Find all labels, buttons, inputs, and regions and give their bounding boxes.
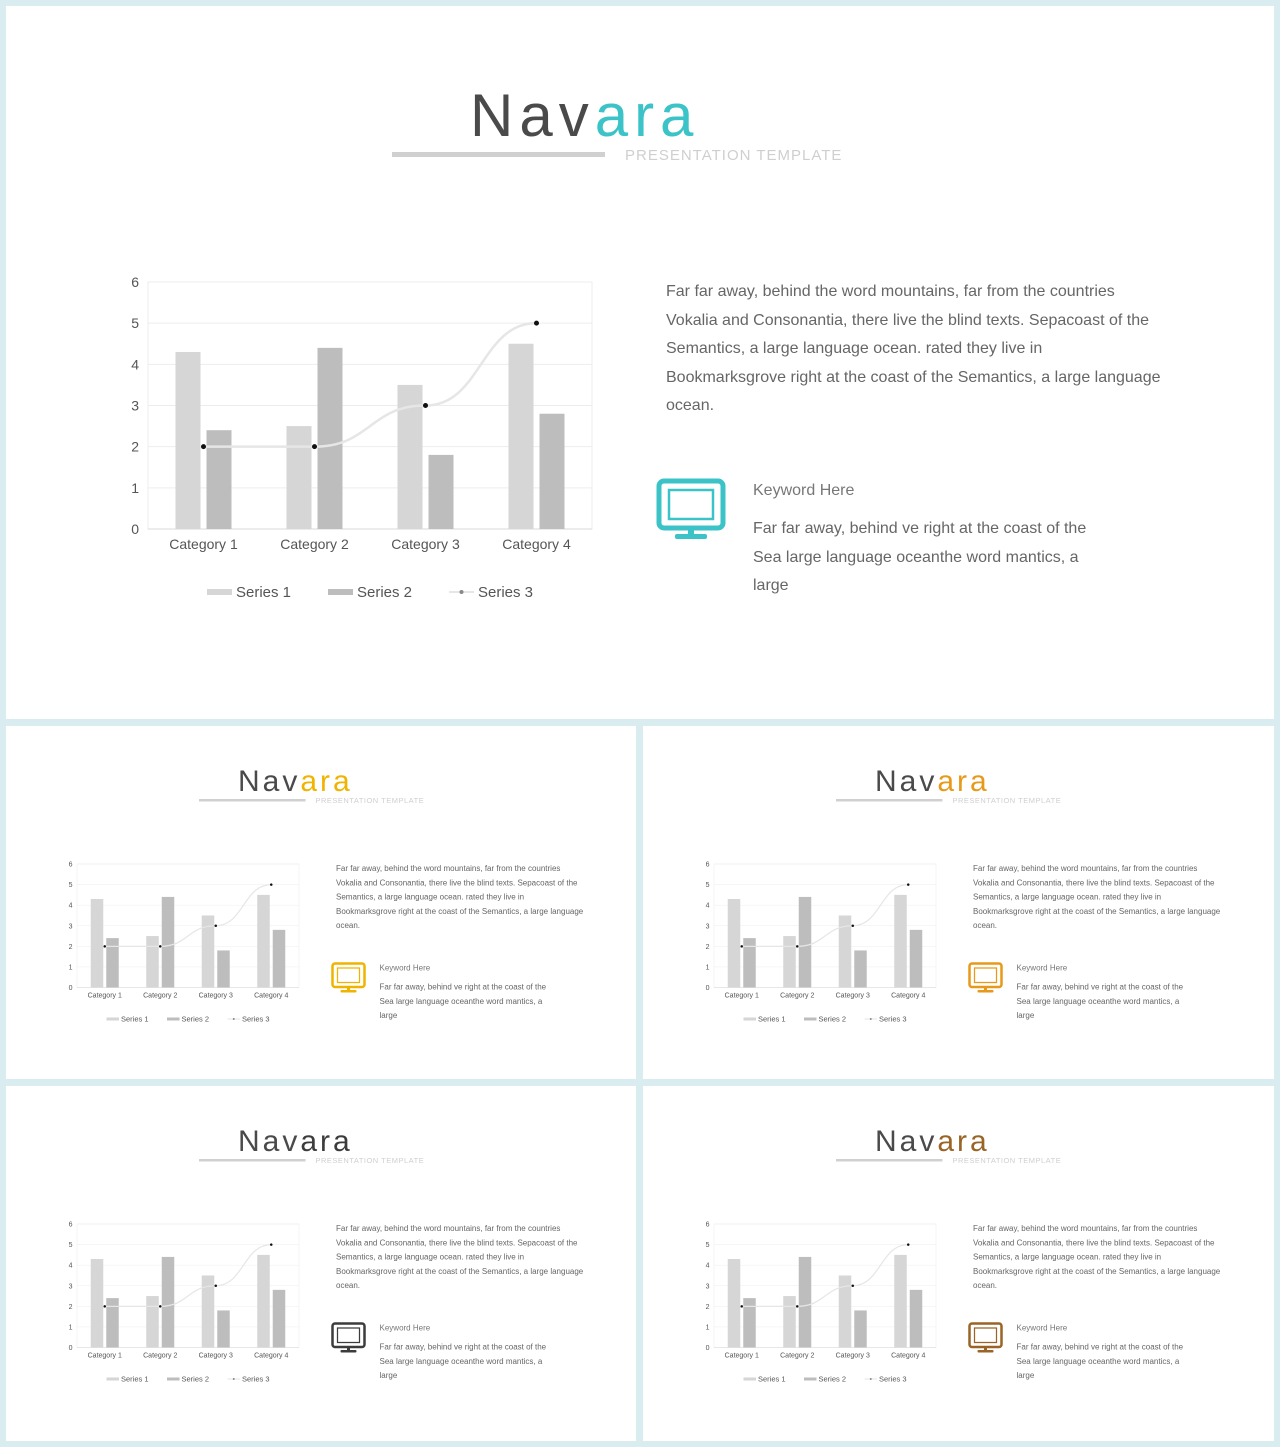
keyword-text: Far far away, behind ve right at the coast of the Sea large language oceanthe word mantics, a large <box>753 520 1087 594</box>
legend-swatch <box>804 1018 817 1021</box>
legend-label: Series 2 <box>818 1014 847 1024</box>
legend-label: Series 3 <box>242 1374 270 1384</box>
y-tick-label: 6 <box>68 1221 73 1229</box>
keyword-title: Keyword Here <box>1016 964 1068 973</box>
line-series-3 <box>742 885 909 947</box>
y-tick-label: 5 <box>131 315 139 332</box>
legend-marker <box>460 590 464 594</box>
bar-series-2 <box>162 1257 175 1348</box>
bar-series-1 <box>257 1255 270 1348</box>
keyword-text: Far far away, behind ve right at the coast of the Sea large language oceanthe word mantics, a large <box>1016 1343 1184 1380</box>
point-series-3 <box>215 1285 218 1288</box>
bar-series-1 <box>728 899 741 988</box>
bar-series-2 <box>217 950 230 987</box>
bar-series-2 <box>217 1310 230 1347</box>
legend-label: Series 3 <box>879 1014 907 1024</box>
body-paragraph: Far far away, behind the word mountains, far from the countries Vokalia and Consonantia, there live the blind texts. Sepacoast of the Semantics, a large language ocean. rated they live in Bookmarksgrove right at the coast of the Semantics, a large language ocean. <box>336 864 584 930</box>
legend-label: Series 1 <box>121 1374 149 1384</box>
point-series-3 <box>852 1285 855 1288</box>
line-series-3 <box>204 323 537 447</box>
point-series-3 <box>907 883 910 886</box>
title-part-dark: Nav <box>470 82 595 149</box>
bar-series-1 <box>783 936 796 987</box>
x-tick-label: Category 4 <box>502 536 571 552</box>
monitor-icon <box>331 962 366 994</box>
legend-marker <box>233 1018 235 1020</box>
bar-series-2 <box>207 430 232 529</box>
y-tick-label: 5 <box>68 1242 73 1250</box>
legend-swatch <box>207 589 232 595</box>
legend-swatch <box>107 1378 120 1381</box>
title-part-accent: ara <box>300 1124 353 1158</box>
point-series-3 <box>270 883 273 886</box>
legend-label: Series 3 <box>242 1014 270 1024</box>
bar-series-2 <box>854 1310 867 1347</box>
x-tick-label: Category 1 <box>87 992 122 1000</box>
bar-series-2 <box>799 897 812 988</box>
y-tick-label: 5 <box>705 882 710 890</box>
title-part-dark: Nav <box>238 764 301 798</box>
line-series-3 <box>742 1245 909 1307</box>
bar-series-2 <box>273 930 286 988</box>
slide-thumbnail-orange[interactable] <box>643 726 1274 1079</box>
bar-series-1 <box>146 1296 159 1347</box>
y-tick-label: 3 <box>705 1283 710 1291</box>
chart <box>6 6 626 646</box>
bar-series-2 <box>799 1257 812 1348</box>
bar-series-2 <box>162 897 175 988</box>
bar-series-2 <box>540 414 565 529</box>
slide-subtitle: PRESENTATION TEMPLATE <box>952 1156 1062 1165</box>
x-tick-label: Category 3 <box>835 1352 870 1360</box>
y-tick-label: 5 <box>705 1242 710 1250</box>
bar-series-1 <box>894 1255 907 1348</box>
y-tick-label: 1 <box>68 1324 73 1332</box>
y-tick-label: 3 <box>705 923 710 931</box>
x-tick-label: Category 2 <box>143 1352 178 1360</box>
monitor-icon <box>656 478 726 542</box>
legend-marker <box>870 1018 872 1020</box>
y-tick-label: 3 <box>131 397 139 414</box>
y-tick-label: 4 <box>131 356 139 373</box>
legend-label: Series 3 <box>879 1374 907 1384</box>
y-tick-label: 2 <box>705 943 710 951</box>
bar-series-2 <box>429 455 454 529</box>
point-series-3 <box>741 945 744 948</box>
x-tick-label: Category 2 <box>780 1352 815 1360</box>
monitor-icon <box>968 1322 1003 1354</box>
keyword-text: Far far away, behind ve right at the coast of the Sea large language oceanthe word mantics, a large <box>379 983 547 1020</box>
title-part-accent: ara <box>300 764 353 798</box>
point-series-3 <box>159 1305 162 1308</box>
legend-label: Series 1 <box>236 584 292 601</box>
legend-label: Series 2 <box>818 1374 847 1384</box>
bar-series-2 <box>318 348 343 529</box>
x-tick-label: Category 1 <box>724 1352 759 1360</box>
monitor-icon <box>968 962 1003 994</box>
legend-label: Series 2 <box>181 1014 210 1024</box>
y-tick-label: 6 <box>705 861 710 869</box>
keyword-title: Keyword Here <box>753 482 855 499</box>
slide-subtitle: PRESENTATION TEMPLATE <box>952 796 1062 805</box>
y-tick-label: 1 <box>68 964 73 972</box>
slide-main[interactable] <box>6 6 1274 719</box>
legend-marker <box>233 1378 235 1380</box>
point-series-3 <box>104 945 107 948</box>
y-tick-label: 4 <box>705 902 710 910</box>
x-tick-label: Category 2 <box>780 992 815 1000</box>
line-series-3 <box>105 885 272 947</box>
point-series-3 <box>159 945 162 948</box>
keyword-text: Far far away, behind ve right at the coast of the Sea large language oceanthe word mantics, a large <box>1016 983 1184 1020</box>
monitor-icon <box>331 1322 366 1354</box>
bar-series-1 <box>894 895 907 988</box>
legend-swatch <box>744 1018 757 1021</box>
x-tick-label: Category 4 <box>891 1352 926 1360</box>
body-paragraph: Far far away, behind the word mountains, far from the countries Vokalia and Consonantia, there live the blind texts. Sepacoast of the Semantics, a large language ocean. rated they live in Bookmarksgrove right at the coast of the Semantics, a large language ocean. <box>973 864 1221 930</box>
legend-label: Series 1 <box>758 1374 786 1384</box>
point-series-3 <box>215 925 218 928</box>
chart <box>643 1086 953 1406</box>
slide-thumbnail-dark[interactable] <box>6 1086 636 1441</box>
legend-label: Series 2 <box>181 1374 210 1384</box>
x-tick-label: Category 3 <box>835 992 870 1000</box>
x-tick-label: Category 3 <box>391 536 460 552</box>
point-series-3 <box>741 1305 744 1308</box>
slide-subtitle: PRESENTATION TEMPLATE <box>315 796 425 805</box>
legend-label: Series 1 <box>121 1014 149 1024</box>
y-tick-label: 1 <box>131 479 139 496</box>
y-tick-label: 0 <box>131 521 139 537</box>
point-series-3 <box>201 444 206 449</box>
legend-marker <box>870 1378 872 1380</box>
y-tick-label: 4 <box>68 902 73 910</box>
legend-label: Series 2 <box>357 584 413 601</box>
y-tick-label: 0 <box>705 1345 710 1352</box>
keyword-text: Far far away, behind ve right at the coast of the Sea large language oceanthe word mantics, a large <box>379 1343 547 1380</box>
bar-series-1 <box>509 344 534 529</box>
title-part-accent: ara <box>937 1124 990 1158</box>
x-tick-label: Category 3 <box>198 1352 233 1360</box>
y-tick-label: 1 <box>705 964 710 972</box>
point-series-3 <box>104 1305 107 1308</box>
bar-series-2 <box>743 1298 756 1347</box>
bar-series-1 <box>176 352 201 529</box>
title-part-accent: ara <box>937 764 990 798</box>
slide-thumbnail-yellow[interactable] <box>6 726 636 1079</box>
keyword-title: Keyword Here <box>1016 1324 1068 1333</box>
legend-swatch <box>167 1378 180 1381</box>
x-tick-label: Category 2 <box>280 536 349 552</box>
title-part-accent: ara <box>594 82 700 149</box>
y-tick-label: 5 <box>68 882 73 890</box>
body-paragraph: Far far away, behind the word mountains, far from the countries Vokalia and Consonantia, there live the blind texts. Sepacoast of the Semantics, a large language ocean. rated they live in Bookmarksgrove right at the coast of the Semantics, a large language ocean. <box>666 283 1161 414</box>
y-tick-label: 2 <box>68 1303 73 1311</box>
bar-series-2 <box>106 938 119 987</box>
y-tick-label: 0 <box>705 985 710 992</box>
x-tick-label: Category 1 <box>169 536 238 552</box>
legend-swatch <box>107 1018 120 1021</box>
y-tick-label: 3 <box>68 1283 73 1291</box>
chart <box>6 726 316 1046</box>
legend-swatch <box>804 1378 817 1381</box>
legend-swatch <box>328 589 353 595</box>
point-series-3 <box>852 925 855 928</box>
bar-series-2 <box>854 950 867 987</box>
x-tick-label: Category 4 <box>254 1352 289 1360</box>
point-series-3 <box>270 1243 273 1246</box>
point-series-3 <box>534 321 539 326</box>
bar-series-1 <box>146 936 159 987</box>
chart <box>643 726 953 1046</box>
title-part-dark: Nav <box>875 1124 938 1158</box>
slide-subtitle: PRESENTATION TEMPLATE <box>315 1156 425 1165</box>
body-paragraph: Far far away, behind the word mountains, far from the countries Vokalia and Consonantia, there live the blind texts. Sepacoast of the Semantics, a large language ocean. rated they live in Bookmarksgrove right at the coast of the Semantics, a large language ocean. <box>973 1224 1221 1290</box>
line-series-3 <box>105 1245 272 1307</box>
bar-series-1 <box>728 1259 741 1348</box>
bar-series-1 <box>287 426 312 529</box>
x-tick-label: Category 3 <box>198 992 233 1000</box>
point-series-3 <box>907 1243 910 1246</box>
bar-series-1 <box>91 899 104 988</box>
bar-series-1 <box>257 895 270 988</box>
keyword-title: Keyword Here <box>379 1324 431 1333</box>
legend-label: Series 3 <box>478 584 534 601</box>
bar-series-2 <box>273 1290 286 1348</box>
y-tick-label: 2 <box>705 1303 710 1311</box>
keyword-title: Keyword Here <box>379 964 431 973</box>
point-series-3 <box>312 444 317 449</box>
bar-series-2 <box>743 938 756 987</box>
bar-series-2 <box>910 1290 923 1348</box>
y-tick-label: 6 <box>131 274 139 290</box>
y-tick-label: 0 <box>68 985 73 992</box>
legend-swatch <box>167 1018 180 1021</box>
y-tick-label: 4 <box>68 1262 73 1270</box>
legend-label: Series 1 <box>758 1014 786 1024</box>
bar-series-2 <box>910 930 923 988</box>
bar-series-1 <box>783 1296 796 1347</box>
bar-series-1 <box>91 1259 104 1348</box>
x-tick-label: Category 1 <box>724 992 759 1000</box>
x-tick-label: Category 4 <box>891 992 926 1000</box>
point-series-3 <box>796 945 799 948</box>
chart <box>6 1086 316 1406</box>
point-series-3 <box>796 1305 799 1308</box>
legend-swatch <box>744 1378 757 1381</box>
point-series-3 <box>423 403 428 408</box>
y-tick-label: 3 <box>68 923 73 931</box>
y-tick-label: 4 <box>705 1262 710 1270</box>
y-tick-label: 1 <box>705 1324 710 1332</box>
x-tick-label: Category 4 <box>254 992 289 1000</box>
y-tick-label: 2 <box>131 438 139 455</box>
x-tick-label: Category 1 <box>87 1352 122 1360</box>
x-tick-label: Category 2 <box>143 992 178 1000</box>
bar-series-2 <box>106 1298 119 1347</box>
body-paragraph: Far far away, behind the word mountains, far from the countries Vokalia and Consonantia, there live the blind texts. Sepacoast of the Semantics, a large language ocean. rated they live in Bookmarksgrove right at the coast of the Semantics, a large language ocean. <box>336 1224 584 1290</box>
y-tick-label: 0 <box>68 1345 73 1352</box>
y-tick-label: 6 <box>705 1221 710 1229</box>
slide-thumbnail-brown[interactable] <box>643 1086 1274 1441</box>
y-tick-label: 6 <box>68 861 73 869</box>
title-part-dark: Nav <box>875 764 938 798</box>
title-part-dark: Nav <box>238 1124 301 1158</box>
y-tick-label: 2 <box>68 943 73 951</box>
slide-subtitle: PRESENTATION TEMPLATE <box>625 147 843 164</box>
